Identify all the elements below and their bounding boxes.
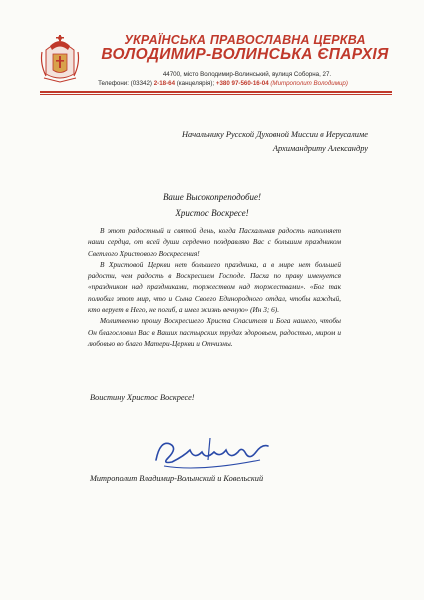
phone-2: +380 97-560-16-04	[215, 80, 269, 87]
paragraph-2: В Христовой Церкви нет большего праздника, а в мире нет большей радости, чем радость в Воскресшем Господе. Пасха по праву именуется «праздником над праздниками, торжеством над торжествами». «Бог так полюбил этот мир, что и Сына Своего Единородного отдал, чтобы каждый, кто верует в Него, не погиб, а имел жизнь вечную» (Ин 3; 6).	[88, 259, 341, 315]
phone-line	[46, 80, 400, 87]
easter-greeting: Христос Воскресе!	[175, 208, 249, 218]
paragraph-3: Молитвенно прошу Воскресшего Христа Спасителя и Бога нашего, чтобы Он благословил Вас в Ваших пастырских трудах здоровьем, радостью, миром и любовью во благо Матери-Церкви и Отчизны.	[88, 316, 341, 348]
church-name: УКРАЇНСЬКА ПРАВОСЛАВНА ЦЕРКВА	[124, 33, 366, 47]
address: 44700, місто Володимир-Волинський, вулиця Соборна, 27.	[162, 71, 332, 78]
signer-title: Митрополит Владимир-Волынский и Ковельский	[90, 474, 264, 483]
paragraph-1: В этот радостный и святой день, когда Пасхальная радость наполняет наши сердца, от всей души сердечно поздравляю Вас с большим праздником Светлого Христового Воскресения!	[88, 226, 341, 258]
salutation: Ваше Высокопреподобие!	[162, 192, 262, 202]
closing-greeting: Воистину Христос Воскресе!	[90, 393, 195, 402]
recipient-line-1: Начальнику Русской Духовной Миссии в Иерусалиме	[181, 130, 368, 139]
header-divider-thick	[40, 91, 392, 93]
eparchy-name: ВОЛОДИМИР-ВОЛИНСЬКА ЄПАРХІЯ	[101, 46, 389, 63]
phone-2-note: (Митрополит Володимир)	[268, 80, 348, 87]
header-divider-thin	[40, 94, 392, 95]
handwritten-signature-icon	[150, 430, 274, 474]
phone-1-note: (канцелярія);	[175, 80, 216, 87]
letter-body	[88, 225, 341, 349]
phone-1: 2-18-64	[153, 80, 176, 87]
phone-prefix: Телефони: (03342)	[98, 80, 154, 87]
eparchy-coat-of-arms-icon	[38, 34, 82, 84]
recipient-line-2: Архимандриту Александру	[272, 144, 368, 153]
